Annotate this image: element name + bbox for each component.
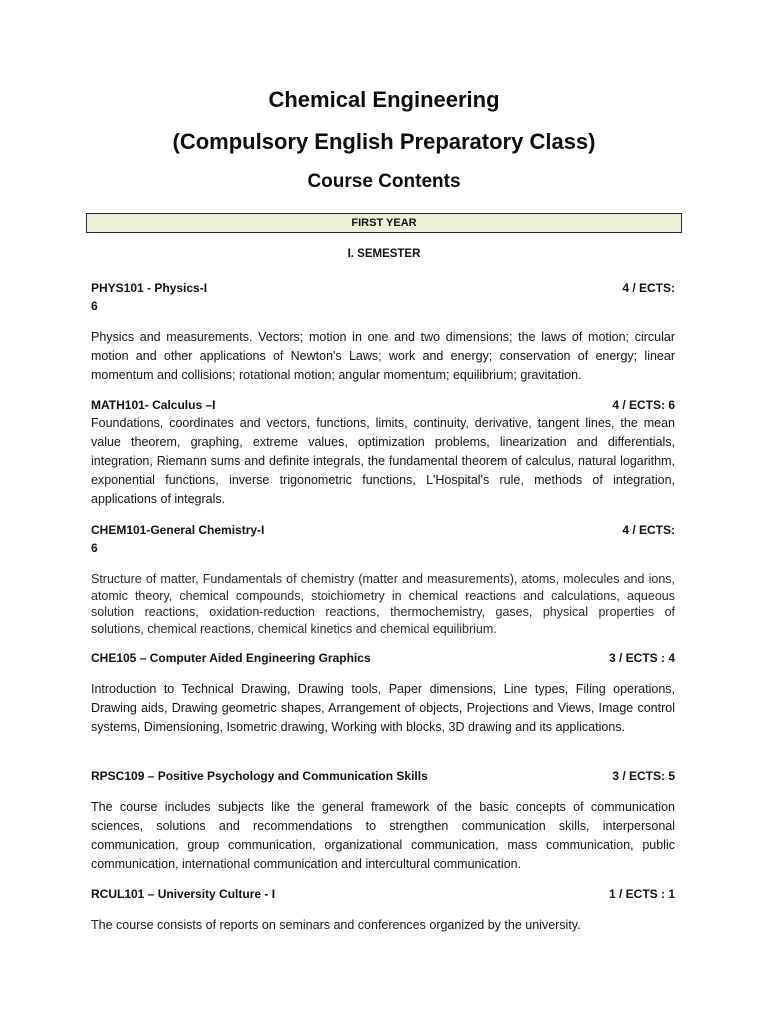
course-code: CHE105 – Computer Aided Engineering Graphics (91, 651, 371, 665)
course-credits: 3 / ECTS : 4 (608, 651, 675, 665)
document-title: Chemical Engineering (268, 87, 500, 112)
course-description: Physics and measurements. Vectors; motion in one and two dimensions; the laws of motion; circular motion and other applications of Newton's Laws; work and energy; conservation of energy; linear momentum and collisions; rotational motion; angular momentum; equilibrium; gravitation. (91, 330, 675, 382)
course-header (91, 521, 675, 557)
course-header (91, 649, 675, 667)
course-credits: 1 / ECTS : 1 (608, 887, 675, 901)
section-heading: Course Contents (307, 171, 461, 192)
course-credits: 3 / ECTS: 5 (612, 769, 675, 783)
course-math101 (91, 396, 675, 509)
semester-heading: I. SEMESTER (347, 248, 421, 260)
course-code: RPSC109 – Positive Psychology and Communication Skills (91, 769, 428, 783)
course-code: CHEM101-General Chemistry-I (91, 523, 265, 537)
course-code: MATH101- Calculus –I (91, 398, 216, 412)
course-code: RCUL101 – University Culture - I (91, 887, 276, 901)
course-description: Structure of matter, Fundamentals of chemistry (matter and measurements), atoms, molecules and ions, atomic theory, chemical compounds, stoichiometry in chemical reactions and calculations, aqueous solution reactions, oxidation-reduction reactions, thermochemistry, gases, physical properties of solutions, chemical reactions, chemical kinetics and chemical equilibrium. (91, 572, 675, 636)
course-header (91, 396, 675, 414)
course-rpsc109 (91, 767, 675, 874)
course-description: Foundations, coordinates and vectors, functions, limits, continuity, derivative, tangent lines, the mean value theorem, graphing, extreme values, optimization problems, linearization and differentials, integration, Riemann sums and definite integrals, the fundamental theorem of calculus, natural logarithm, exponential functions, inverse trigonometric functions, L'Hospital's rule, methods of integration, applications of integrals. (91, 416, 675, 506)
course-header (91, 885, 675, 903)
course-description: The course consists of reports on seminars and conferences organized by the university. (91, 918, 581, 932)
document-subtitle: (Compulsory English Preparatory Class) (172, 129, 596, 154)
course-credits: 4 / ECTS: (622, 523, 675, 537)
course-che105 (91, 649, 675, 737)
course-phys101 (91, 279, 675, 385)
course-rcul101 (91, 885, 675, 935)
course-header (91, 279, 675, 315)
course-description: Introduction to Technical Drawing, Drawing tools, Paper dimensions, Line types, Filing operations, Drawing aids, Drawing geometric shapes, Arrangement of objects, Projections and Views, Image control systems, Dimensioning, Isometric drawing, Working with blocks, 3D drawing and its applications. (91, 682, 675, 734)
course-chem101 (91, 521, 675, 637)
course-header (91, 767, 675, 785)
year-banner: FIRST YEAR (86, 213, 682, 233)
course-description: The course includes subjects like the general framework of the basic concepts of communication sciences, solutions and recommendations to strengthen communication skills, interpersonal communication, group communication, organizational communication, mass communication, public communication, international communication and intercultural communication. (91, 800, 675, 871)
course-credits-wrap: 6 (91, 541, 98, 555)
course-credits: 4 / ECTS: 6 (612, 398, 675, 412)
course-credits-wrap: 6 (91, 299, 98, 313)
course-credits: 4 / ECTS: (622, 281, 675, 295)
course-code: PHYS101 - Physics-I (91, 281, 208, 295)
